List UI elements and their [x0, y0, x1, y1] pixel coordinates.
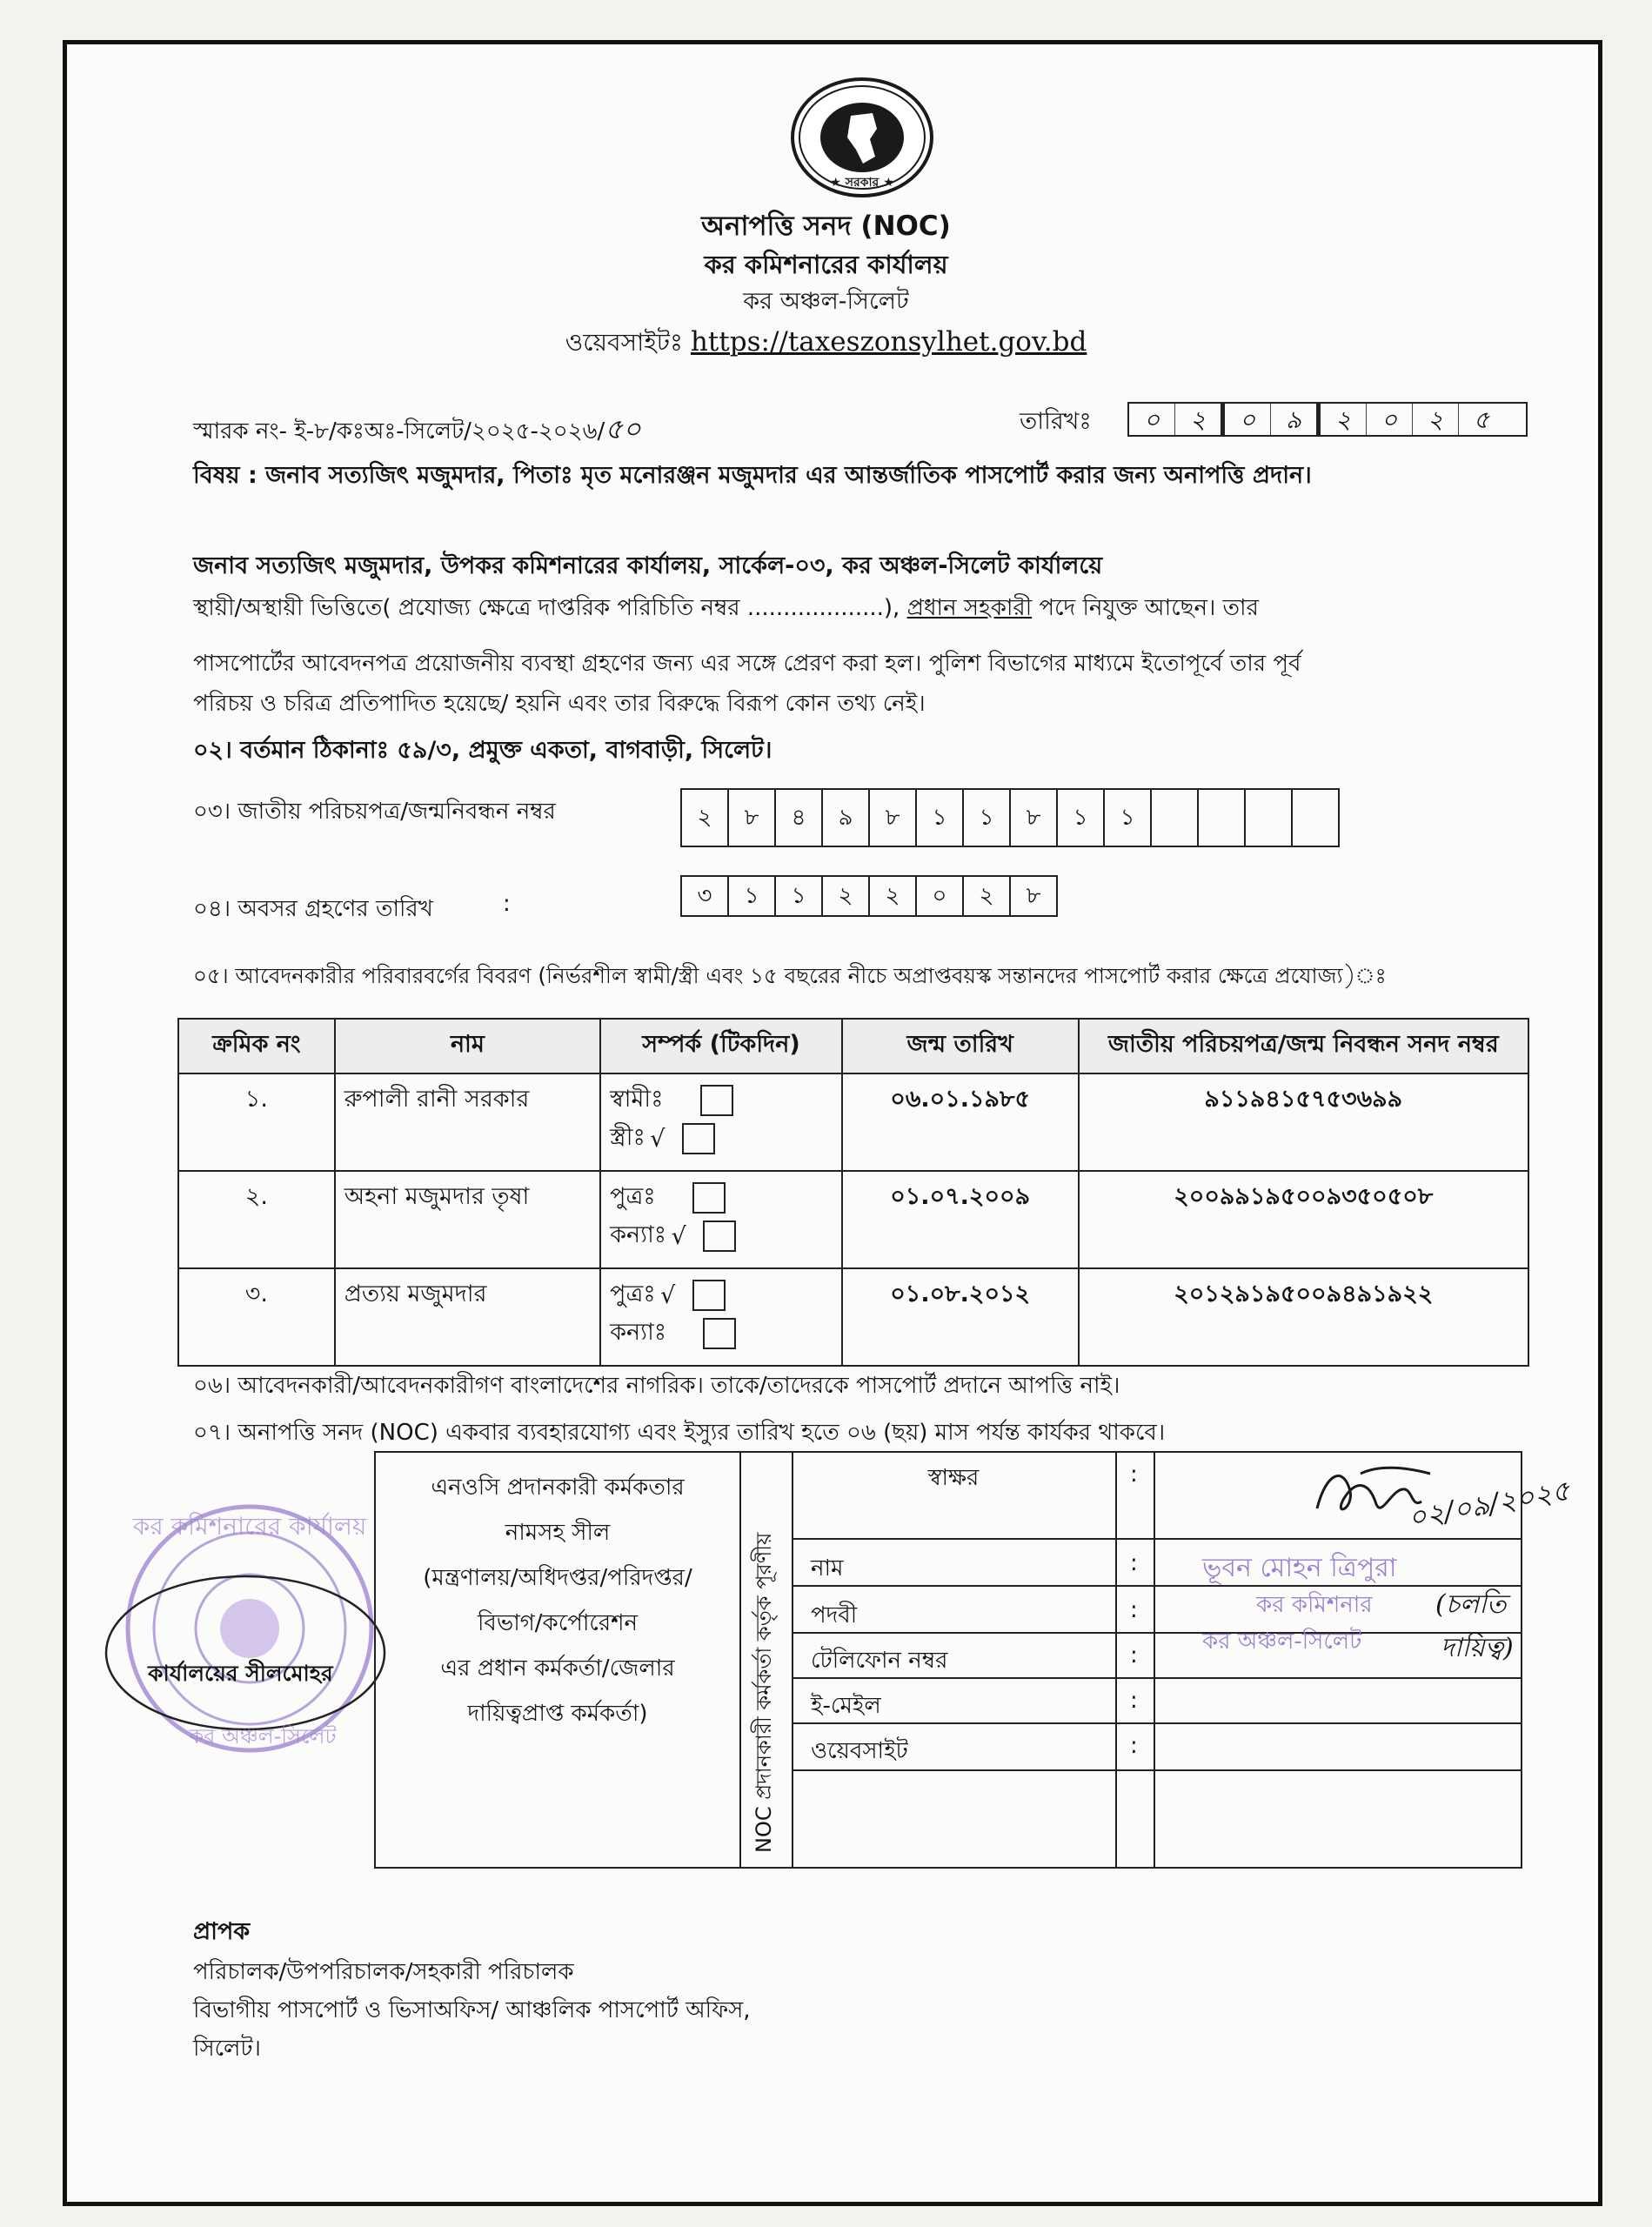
retirement-digit: ৮ — [1026, 883, 1041, 909]
handwritten-note: (চলতি — [1435, 1589, 1507, 1620]
body-line-2-end: পদে নিযুক্ত আছেন। তার — [1032, 595, 1259, 621]
post-name: প্রধান সহকারী — [906, 595, 1033, 621]
issuer-line: এর প্রধান কর্মকর্তা/জেলার — [440, 1655, 675, 1682]
memo-number — [193, 407, 641, 454]
relation-checkbox[interactable] — [703, 1221, 736, 1252]
recipient-line: বিভাগীয় পাসপোর্ট ও ভিসাঅফিস/ আঞ্চলিক পাসপোর্ট অফিস, — [193, 1997, 751, 2023]
divider — [739, 1453, 741, 1867]
recipient-line: পরিচালক/উপপরিচালক/সহকারী পরিচালক — [193, 1959, 574, 1985]
handwritten-note: দায়িত্ব) — [1441, 1633, 1514, 1663]
signature-block — [374, 1451, 1573, 1869]
row-relation — [600, 1073, 842, 1171]
office-seal-label: কার্যালয়ের সীলমোহর — [148, 1661, 333, 1686]
body-line-4: পরিচয় ও চরিত্র প্রতিপাদিত হয়েছে/ হয়নি এবং তার বিরুদ্ধে বিরূপ কোন তথ্য নেই। — [193, 691, 926, 717]
seal-ring-top-text: কর কমিশনারের কার্যালয় — [132, 1512, 367, 1541]
nid-digit: ১ — [1105, 790, 1152, 846]
date-digit: ২ — [1321, 404, 1367, 435]
retirement-digit: ১ — [776, 877, 823, 915]
address-line: ০২। বর্তমান ঠিকানাঃ ৫৯/৩, প্রমুক্ত একতা, বাগবাড়ী, সিলেট। — [193, 737, 772, 764]
body-line-2 — [193, 590, 1259, 628]
date-label: তারিখঃ — [1020, 408, 1092, 435]
page-title: অনাপত্তি সনদ (NOC) — [701, 211, 951, 242]
issuer-line: (মন্ত্রণালয়/অধিদপ্তর/পরিদপ্তর/ — [423, 1565, 692, 1591]
field-email: ই-মেইল — [811, 1693, 881, 1719]
table-row — [178, 1268, 1528, 1366]
header-dob: জন্ম তারিখ — [842, 1019, 1079, 1073]
nid-digit: ১ — [964, 790, 1011, 846]
row-serial: ৩. — [178, 1268, 335, 1366]
handwritten-sign-date: ০২/০৯/২০২৫ — [1405, 1474, 1573, 1535]
nid-digit — [1293, 790, 1338, 846]
website-link[interactable]: https://taxeszonsylhet.gov.bd — [690, 326, 1087, 358]
stamp-officer-office: কর অঞ্চল-সিলেট — [1202, 1628, 1362, 1655]
memo-handwritten-number: ৫০ — [605, 412, 641, 445]
table-header-row — [178, 1019, 1528, 1073]
nid-digit: ১ — [917, 790, 964, 846]
government-emblem — [790, 77, 934, 198]
row-nid: ৯১১৯৪১৫৭৫৩৬৯৯ — [1079, 1073, 1528, 1171]
row-relation — [600, 1171, 842, 1268]
retirement-digit: ২ — [823, 877, 870, 915]
relation-label: স্বামীঃ — [610, 1085, 664, 1113]
divider — [1154, 1453, 1155, 1867]
table-row — [178, 1073, 1528, 1171]
nid-digit — [1152, 790, 1199, 846]
table-row — [178, 1171, 1528, 1268]
nid-digit: ৪ — [776, 790, 823, 846]
stamp-officer-name: ভূবন মোহন ত্রিপুরা — [1202, 1553, 1397, 1583]
date-digit: ০ — [1225, 404, 1271, 435]
relation-label: কন্যাঃ — [610, 1221, 667, 1248]
header-relation: সম্পর্ক (টিকদিন) — [600, 1019, 842, 1073]
divider — [1115, 1453, 1117, 1867]
issuer-line: বিভাগ/কর্পোরেশন — [477, 1610, 639, 1636]
date-digit: ২ — [1175, 404, 1225, 435]
nid-digit: ১ — [1058, 790, 1105, 846]
body-line-1: জনাব সত্যজিৎ মজুমদার, উপকর কমিশনারের কার্যালয়, সার্কেল-০৩, কর অঞ্চল-সিলেট কার্যালয়ে — [193, 552, 1103, 579]
relation-checkbox[interactable] — [682, 1123, 715, 1154]
nid-digit-boxes — [680, 788, 1340, 847]
retirement-digit: ২ — [870, 877, 917, 915]
date-digit: ০ — [1367, 404, 1413, 435]
stamp-officer-title: কর কমিশনার — [1256, 1592, 1373, 1618]
family-table — [177, 1018, 1529, 1367]
clause-7: ০৭। অনাপত্তি সনদ (NOC) একবার ব্যবহারযোগ্য এবং ইস্যুর তারিখ হতে ০৬ (ছয়) মাস পর্যন্ত কার্যকর থাকবে। — [193, 1420, 1166, 1446]
date-digit: ৫ — [1473, 405, 1490, 434]
divider — [792, 1632, 1521, 1634]
row-nid: ২০০৯৯১৯৫০০৯৩৫০৫০৮ — [1079, 1171, 1528, 1268]
relation-checkbox[interactable] — [703, 1318, 736, 1349]
recipient-line: সিলেট। — [193, 2036, 261, 2062]
website-label: ওয়েবসাইটঃ — [565, 328, 683, 357]
nid-label: ০৩। জাতীয় পরিচয়পত্র/জন্মনিবন্ধন নম্বর — [193, 799, 556, 825]
field-telephone: টেলিফোন নম্বর — [811, 1648, 948, 1674]
retirement-digit: ৩ — [682, 877, 729, 915]
colon: : — [1130, 1733, 1138, 1759]
seal-ring-bottom-text: কর অঞ্চল-সিলেট — [189, 1724, 337, 1749]
relation-checkbox[interactable] — [700, 1085, 733, 1116]
field-signature: স্বাক্ষর — [927, 1465, 980, 1491]
row-dob: ০১.০৮.২০১২ — [842, 1268, 1079, 1366]
body-line-2-start: স্থায়ী/অস্থায়ী ভিত্তিতে( প্রযোজ্য ক্ষেত্রে দাপ্তরিক পরিচিতি নম্বর ...................), — [193, 595, 907, 621]
family-intro: ০৫। আবেদনকারীর পরিবারবর্গের বিবরণ (নির্ভরশীল স্বামী/স্ত্রী এবং ১৫ বছরের নীচে অপ্রাপ্তবয়স্ক সন্তানদের পাসপোর্ট করার ক্ষেত্রে প্রযোজ্য)ঃ — [193, 963, 1387, 988]
field-designation: পদবী — [811, 1602, 858, 1628]
office-seal-stamp — [97, 1489, 411, 1768]
retirement-digit: ০ — [917, 877, 964, 915]
row-dob: ০৬.০১.১৯৮৫ — [842, 1073, 1079, 1171]
colon: : — [1130, 1688, 1138, 1714]
issuer-line: নামসহ সীল — [505, 1520, 611, 1546]
issuer-line: দায়িত্বপ্রাপ্ত কর্মকর্তা) — [467, 1701, 648, 1727]
recipient-title: প্রাপক — [193, 1918, 251, 1945]
memo-label: স্মারক নং- ই-৮/কঃঅঃ-সিলেট/২০২৫-২০২৬/ — [193, 418, 605, 445]
date-digit: ০ — [1129, 404, 1175, 435]
nid-digit — [1246, 790, 1293, 846]
nid-digit: ৮ — [1011, 790, 1058, 846]
retirement-digit: ১ — [729, 877, 776, 915]
divider — [792, 1453, 793, 1867]
divider — [792, 1585, 1521, 1587]
date-digit: ২ — [1413, 404, 1459, 435]
relation-label: কন্যাঃ — [610, 1318, 667, 1346]
colon: : — [1130, 1550, 1138, 1576]
retirement-label: ০৪। অবসর গ্রহণের তারিখ — [193, 896, 433, 922]
field-website: ওয়েবসাইট — [811, 1738, 908, 1764]
header-name: নাম — [335, 1019, 600, 1073]
divider — [792, 1722, 1521, 1724]
subject-line: বিষয় : জনাব সত্যজিৎ মজুমদার, পিতাঃ মৃত মনোরঞ্জন মজুমদার এর আন্তর্জাতিক পাসপোর্ট করার জন্য অনাপত্তি প্রদান। — [193, 462, 1312, 489]
relation-label: পুত্রঃ — [610, 1280, 656, 1307]
colon: : — [1130, 1597, 1138, 1623]
row-name: প্রত্যয় মজুমদার — [335, 1268, 600, 1366]
field-name: নাম — [811, 1555, 844, 1582]
retirement-digit: ২ — [964, 877, 1011, 915]
row-nid: ২০১২৯১৯৫০০৯৪৯১৯২২ — [1079, 1268, 1528, 1366]
relation-checkbox[interactable] — [692, 1280, 726, 1311]
relation-label: স্ত্রীঃ — [610, 1123, 645, 1151]
tick-mark: √ — [650, 1125, 665, 1153]
issuer-line: এনওসি প্রদানকারী কর্মকতার — [431, 1475, 685, 1501]
svg-text:★ সরকার ★: ★ সরকার ★ — [830, 176, 894, 190]
office-name: কর কমিশনারের কার্যালয় — [704, 250, 948, 279]
header-serial: ক্রমিক নং — [178, 1019, 335, 1073]
tick-mark: √ — [660, 1281, 676, 1309]
body-line-3: পাসপোর্টের আবেদনপত্র প্রয়োজনীয় ব্যবস্থা গ্রহণের জন্য এর সঙ্গে প্রেরণ করা হল। পুলিশ বিভাগের মাধ্যমে ইতোপূর্বে তার পূর্ব — [193, 651, 1301, 677]
row-serial: ১. — [178, 1073, 335, 1171]
tick-mark: √ — [671, 1222, 686, 1250]
date-digit: ৯ — [1271, 404, 1321, 435]
issuer-description — [376, 1465, 739, 1736]
clause-6: ০৬। আবেদনকারী/আবেদনকারীগণ বাংলাদেশের নাগরিক। তাকে/তাদেরকে পাসপোর্ট প্রদানে আপত্তি নাই। — [193, 1373, 1120, 1399]
colon: : — [1130, 1642, 1138, 1669]
nid-digit: ৮ — [870, 790, 917, 846]
nid-digit: ২ — [682, 790, 729, 846]
row-name: অহনা মজুমদার তৃষা — [335, 1171, 600, 1268]
relation-label: পুত্রঃ — [610, 1182, 656, 1210]
row-dob: ০১.০৭.২০০৯ — [842, 1171, 1079, 1268]
nid-digit — [1199, 790, 1246, 846]
nid-digit: ৯ — [823, 790, 870, 846]
zone-name: কর অঞ্চল-সিলেট — [743, 288, 909, 315]
colon: : — [1130, 1461, 1138, 1488]
row-relation — [600, 1268, 842, 1366]
website-line — [0, 324, 1652, 364]
row-serial: ২. — [178, 1171, 335, 1268]
retirement-colon: : — [503, 891, 511, 917]
header-nid: জাতীয় পরিচয়পত্র/জন্ম নিবন্ধন সনদ নম্বর — [1079, 1019, 1528, 1073]
row-name: রুপালী রানী সরকার — [335, 1073, 600, 1171]
vertical-noc-label: NOC প্রদানকারী কর্মকর্তা কর্তৃক পূরণীয় — [752, 1532, 776, 1853]
relation-checkbox[interactable] — [692, 1182, 726, 1214]
nid-digit: ৮ — [729, 790, 776, 846]
memo-date-boxes — [1127, 402, 1528, 437]
retirement-digit-boxes — [680, 875, 1058, 917]
